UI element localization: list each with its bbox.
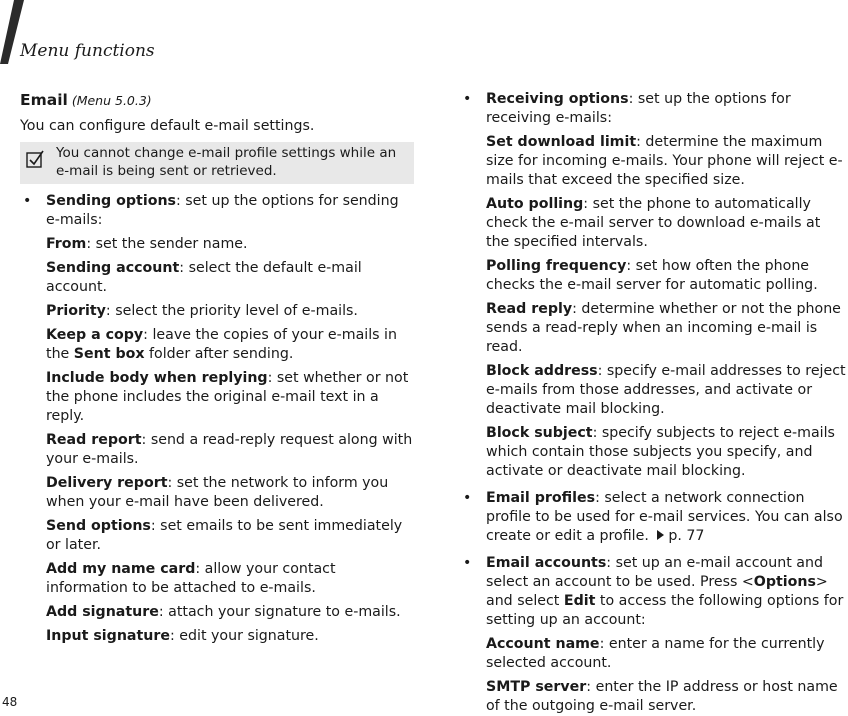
desc: : specify e-mail addresses to reject e-mails from those addresses, and activate or deactivate mail blocking. — [486, 363, 846, 417]
sub-item — [20, 517, 414, 555]
right-column — [460, 90, 848, 716]
term: Auto polling — [486, 196, 584, 212]
bullet-icon: • — [23, 193, 32, 209]
term: Sending options — [46, 193, 176, 209]
list-item-sending-options — [20, 192, 414, 230]
desc: : leave the copies of your e-mails in the — [46, 327, 397, 362]
sub-item — [460, 424, 848, 481]
desc: : send a read-reply request along with your e-mails. — [46, 432, 413, 467]
list-item-receiving-options — [460, 90, 848, 128]
term: Read reply — [486, 301, 573, 317]
term: Set download limit — [486, 134, 637, 150]
bullet-icon: • — [463, 91, 472, 107]
desc: : set the network to inform you when your e-mail have been delivered. — [46, 475, 389, 510]
term: Read report — [46, 432, 142, 448]
page-ref-arrow-icon — [657, 530, 664, 540]
term: Polling frequency — [486, 258, 627, 274]
sub-item — [20, 603, 414, 622]
term: Receiving options — [486, 91, 629, 107]
term: Block address — [486, 363, 598, 379]
section-intro: You can configure default e-mail settings. — [20, 118, 315, 134]
desc: : determine whether or not the phone sends a read-reply when an incoming e-mail is read. — [486, 301, 841, 355]
header-title: Menu functions — [20, 41, 155, 61]
term: Email profiles — [486, 490, 596, 506]
sub-item — [20, 627, 414, 646]
desc: : select the default e-mail account. — [46, 260, 362, 295]
term: Priority — [46, 303, 106, 319]
sub-item — [20, 431, 414, 469]
list-item-email-profiles — [460, 489, 848, 546]
sub-item — [20, 326, 414, 364]
desc: : select the priority level of e-mails. — [105, 303, 358, 319]
term: From — [46, 236, 87, 252]
desc: : set the phone to automatically check the e-mail server to download e-mails at the specified intervals. — [486, 196, 821, 250]
term: Block subject — [486, 425, 593, 441]
note-check-icon — [26, 150, 44, 168]
note-box — [20, 142, 414, 184]
term: Input signature — [46, 628, 170, 644]
softkey-options: Options — [753, 574, 816, 590]
sub-item — [460, 300, 848, 357]
bullet-icon: • — [463, 490, 472, 506]
desc: : set up the options for receiving e-mails: — [486, 91, 791, 126]
sub-item — [20, 474, 414, 512]
section-title: Email — [20, 91, 68, 109]
desc: : specify subjects to reject e-mails which contain those subjects you specify, and activate or deactivate mail blocking. — [486, 425, 835, 479]
desc: : set the sender name. — [86, 236, 248, 252]
term: Delivery report — [46, 475, 168, 491]
term: Account name — [486, 636, 600, 652]
term: SMTP server — [486, 679, 587, 695]
desc: : allow your contact information to be attached to e-mails. — [46, 561, 336, 596]
section-heading — [20, 90, 414, 111]
sub-item — [20, 560, 414, 598]
sub-item — [20, 302, 414, 321]
desc: : set up the options for sending e-mails: — [46, 193, 399, 228]
term: Email accounts — [486, 555, 607, 571]
sub-item — [460, 257, 848, 295]
desc: : set whether or not the phone includes the original e-mail text in a reply. — [46, 370, 409, 424]
term: Keep a copy — [46, 327, 144, 343]
term: Add signature — [46, 604, 159, 620]
folder-name: Sent box — [73, 346, 145, 362]
term: Send options — [46, 518, 151, 534]
sub-item — [460, 678, 848, 716]
desc: folder after sending. — [144, 346, 294, 362]
desc: : attach your signature to e-mails. — [158, 604, 401, 620]
desc: : enter a name for the currently selected account. — [486, 636, 825, 671]
desc: : enter the IP address or host name of the outgoing e-mail server. — [486, 679, 838, 714]
sub-item — [460, 133, 848, 190]
menu-ref: (Menu 5.0.3) — [71, 93, 152, 108]
left-column — [20, 90, 414, 646]
list-item-email-accounts — [460, 554, 848, 630]
desc: : edit your signature. — [170, 628, 319, 644]
sub-item — [20, 235, 414, 254]
sub-item — [20, 369, 414, 426]
desc: : set up an e-mail account and select an account to be used. Press < — [486, 555, 823, 590]
desc: : set how often the phone checks the e-mail server for automatic polling. — [486, 258, 818, 293]
desc: : determine the maximum size for incoming e-mails. Your phone will reject e-mails that exceed the specified size. — [486, 134, 843, 188]
note-text: You cannot change e-mail profile settings while an e-mail is being sent or retrieved. — [56, 145, 397, 179]
softkey-edit: Edit — [563, 593, 596, 609]
desc: : set emails to be sent immediately or later. — [46, 518, 403, 553]
term: Add my name card — [46, 561, 196, 577]
sub-item — [460, 635, 848, 673]
term: Sending account — [46, 260, 180, 276]
desc: to access the following options for setting up an account: — [486, 593, 844, 628]
sub-item — [460, 362, 848, 419]
bullet-icon: • — [463, 555, 472, 571]
sub-item — [20, 259, 414, 297]
page-ref: p. 77 — [668, 528, 705, 544]
desc: > and select — [486, 574, 828, 609]
desc: : select a network connection profile to be used for e-mail services. You can also create or edit a profile. — [486, 490, 843, 544]
page-number: 48 — [2, 695, 18, 709]
sub-item — [460, 195, 848, 252]
term: Include body when replying — [46, 370, 268, 386]
